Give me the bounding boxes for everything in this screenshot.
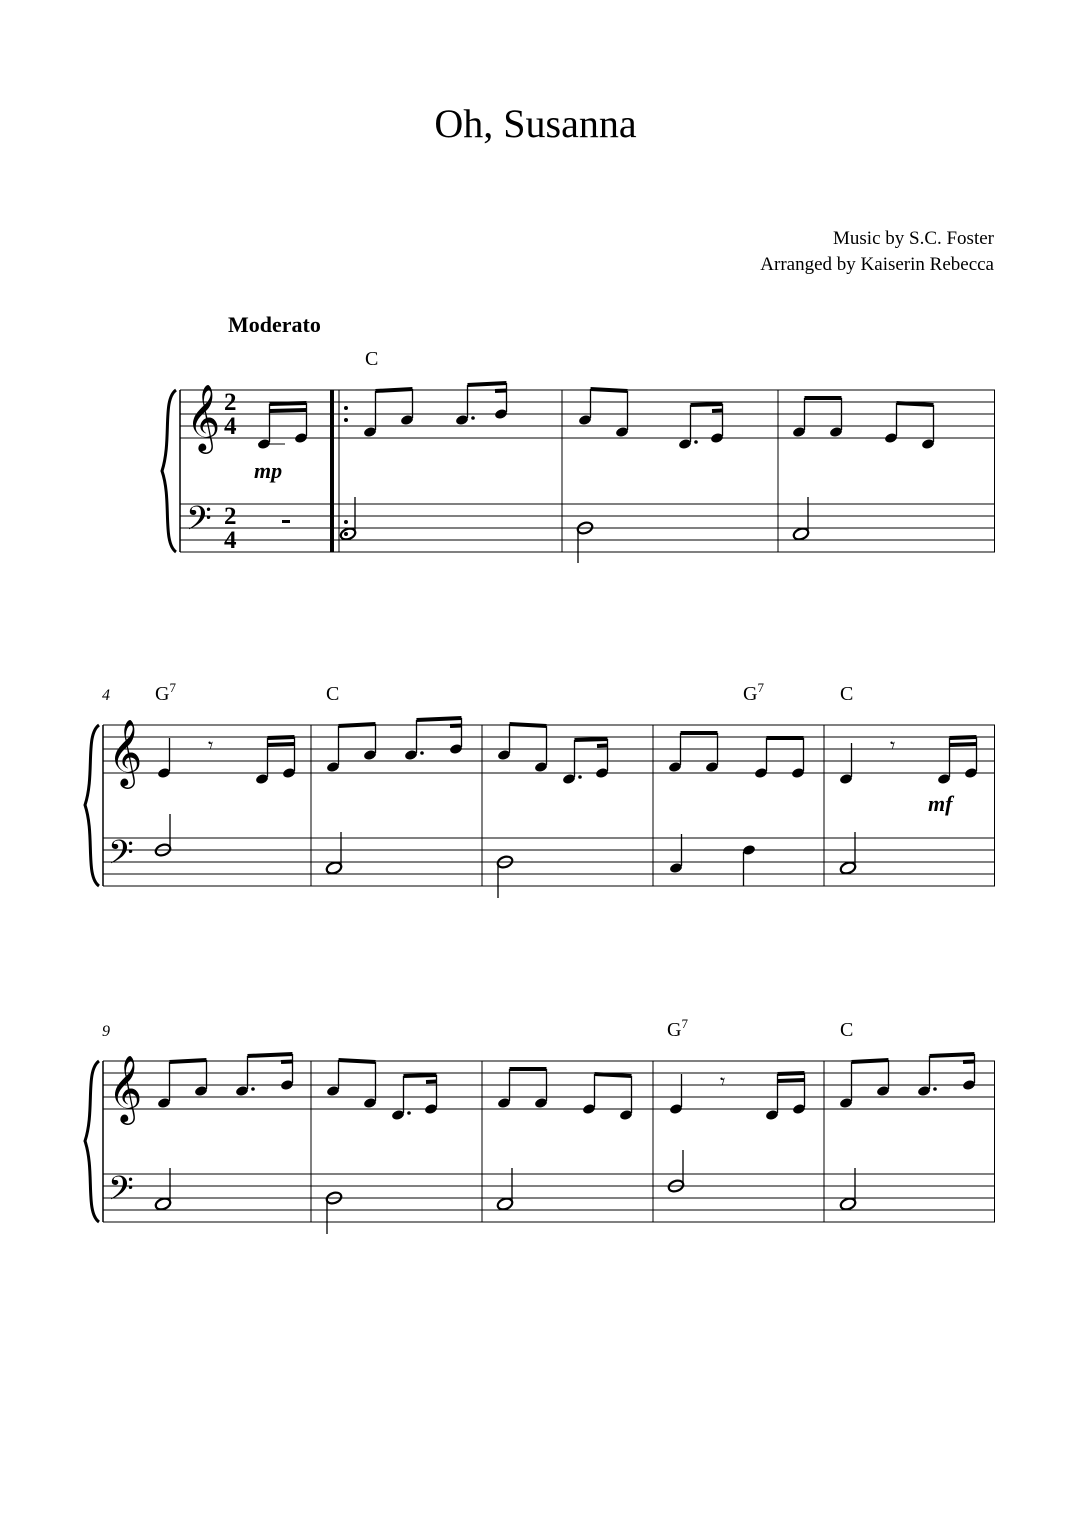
measure-11	[496, 1069, 633, 1211]
half-rest-icon	[282, 520, 290, 523]
bass-clef-icon: 𝄢	[186, 500, 212, 546]
measure-2	[576, 389, 724, 563]
time-sig-numerator: 2	[224, 389, 237, 416]
measure-5	[325, 718, 463, 875]
dynamic-marking: mp	[254, 458, 283, 483]
measure-1	[339, 383, 508, 541]
bass-clef-icon: 𝄢	[108, 1170, 134, 1216]
chord-symbol: $G^7$	[667, 1016, 688, 1041]
treble-clef-icon: 𝄞	[108, 1054, 143, 1122]
eighth-rest-icon: 𝄾	[208, 733, 214, 757]
measure-7	[668, 733, 805, 886]
chord-symbol: C	[326, 683, 340, 705]
measure-number: 4	[102, 687, 110, 704]
system-1	[162, 348, 995, 563]
time-sig-denominator: 4	[224, 413, 237, 440]
eighth-rest-icon: 𝄾	[720, 1069, 726, 1093]
arranger-credit: Arranged by Kaiserin Rebecca	[760, 254, 994, 275]
measure-12	[667, 1069, 806, 1193]
bass-staff	[180, 504, 995, 552]
treble-staff	[103, 1061, 995, 1109]
treble-staff	[103, 725, 995, 773]
page-title: Oh, Susanna	[434, 101, 637, 146]
tempo-marking: Moderato	[228, 312, 321, 337]
brace-icon	[85, 725, 99, 886]
brace-icon	[162, 390, 176, 552]
bass-staff	[103, 838, 995, 886]
brace-icon	[85, 1061, 99, 1222]
chord-symbol: C	[365, 348, 379, 370]
measure-number: 9	[102, 1023, 110, 1040]
time-sig-denominator: 4	[224, 527, 237, 554]
treble-staff	[180, 390, 995, 438]
measure-6	[496, 724, 609, 898]
measure-9	[154, 1054, 294, 1211]
treble-clef-icon: 𝄞	[186, 383, 221, 451]
measure-8	[839, 733, 978, 875]
dynamic-marking: mf	[928, 791, 953, 816]
measure-10	[325, 1060, 438, 1234]
treble-clef-icon: 𝄞	[108, 718, 143, 786]
system-3	[85, 1016, 995, 1234]
chord-symbol: $G^7$	[743, 680, 764, 705]
pickup-notes	[257, 403, 308, 450]
measure-3	[792, 398, 935, 541]
composer-credit: Music by S.C. Foster	[833, 228, 994, 249]
bass-clef-icon: 𝄢	[108, 834, 134, 880]
bass-staff	[103, 1174, 995, 1222]
chord-symbol: C	[840, 683, 854, 705]
system-2	[85, 680, 995, 898]
chord-symbol: C	[840, 1019, 854, 1041]
chord-symbol: $G^7$	[155, 680, 176, 705]
eighth-rest-icon: 𝄾	[890, 733, 896, 757]
time-sig-numerator: 2	[224, 503, 237, 530]
measure-13	[839, 1054, 976, 1211]
measure-4	[154, 733, 296, 857]
